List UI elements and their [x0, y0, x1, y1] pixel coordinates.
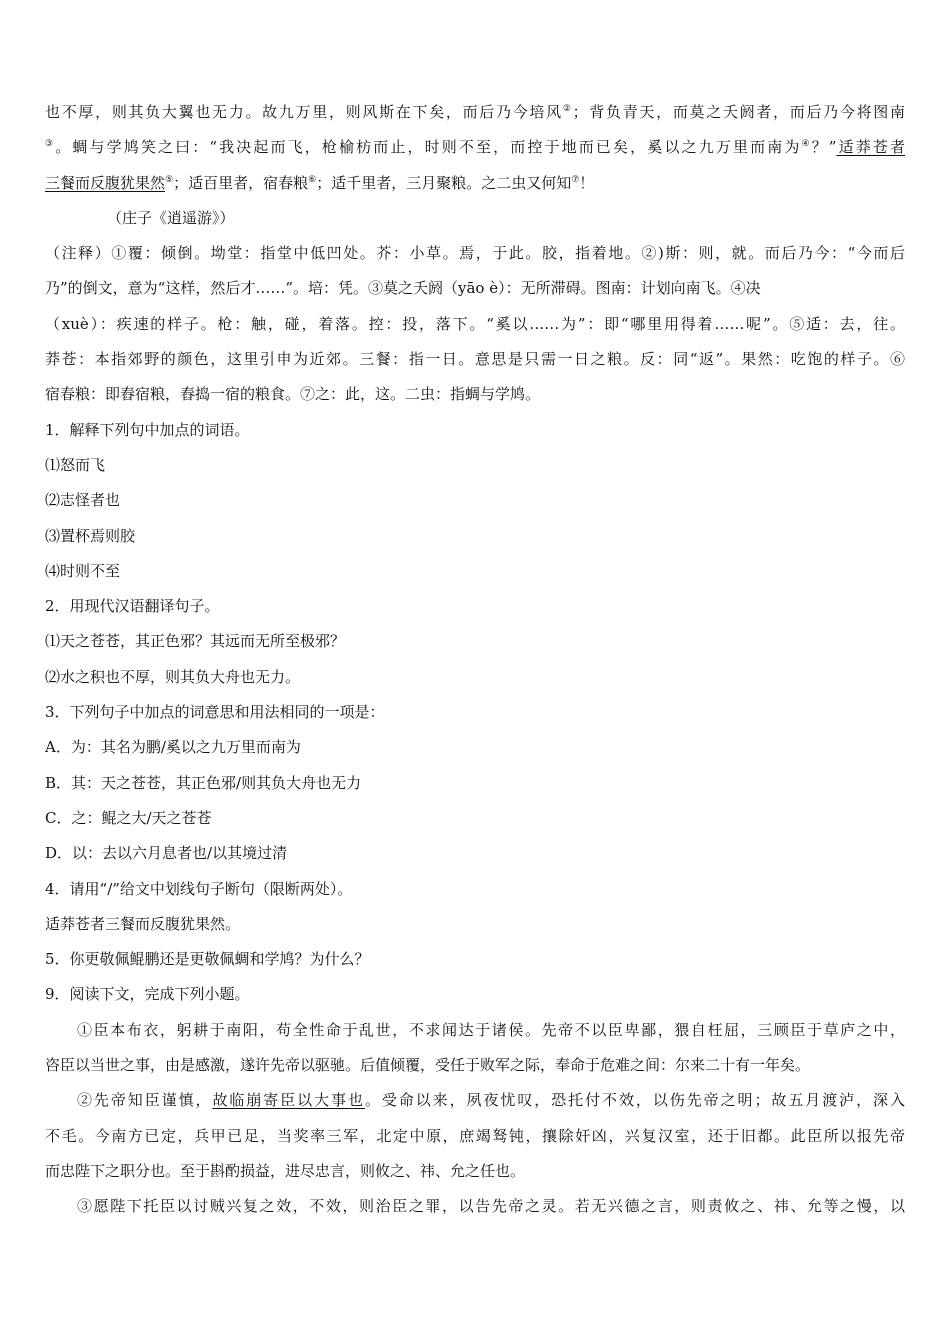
text-segment: ⑶置杯焉则胶 [45, 526, 136, 545]
text-line [45, 342, 905, 377]
text-segment: C．之：鲲之大/天之苍苍 [45, 808, 212, 827]
text-segment: 而忠陛下之职分也。至于斟酌损益，进尽忠言，则攸之、祎、允之任也。 [45, 1161, 526, 1180]
text-segment: ②先帝知臣谨慎， [77, 1091, 213, 1110]
text-segment: 适莽苍者三餐而反腹犹果然。 [45, 914, 241, 933]
text-segment: ⑷时则不至 [45, 561, 121, 580]
text-segment: ；适千里者，三月聚粮。之二虫又何知 [316, 173, 572, 192]
text-segment: 宿春粮：即舂宿粮，舂捣一宿的粮食。⑦之：此，这。二虫：指蜩与学鸠。 [45, 385, 541, 404]
text-line [45, 695, 905, 730]
footnote-marker: ④ [801, 139, 812, 150]
text-line [45, 730, 905, 765]
text-line [45, 942, 905, 977]
text-segment: ？” [811, 138, 837, 157]
text-segment: ⑵志怪者也 [45, 491, 121, 510]
text-segment: 乃”的倒文，意为“这样，然后才……”。培：凭。③莫之夭阏（yāo è）：无所滞碍。图南：计划向南飞。④决 [45, 279, 761, 298]
footnote-marker: ⑤ [165, 174, 174, 185]
text-segment: （注释）①覆：倾倒。坳堂：指堂中低凹处。芥：小草。焉，于此。胶，指着地。②)斯：则，就。而后乃今：“今而后 [45, 244, 905, 263]
text-segment: ①臣本布衣，躬耕于南阳，苟全性命于乱世，不求闻达于诸侯。先帝不以臣卑鄙，猥自枉屈，三顾臣于草庐之中， [77, 1020, 905, 1039]
text-segment: 1．解释下列句中加点的词语。 [45, 420, 250, 439]
text-segment: A．为：其名为鹏/奚以之九万里而南为 [45, 738, 301, 757]
text-line [45, 624, 905, 659]
text-line [45, 483, 905, 518]
text-segment: 。受命以来，夙夜忧叹，恐托付不效，以伤先帝之明；故五月渡泸，深入 [364, 1091, 905, 1110]
text-line [45, 836, 905, 871]
text-line [45, 977, 905, 1012]
text-line [45, 660, 905, 695]
text-line [45, 271, 905, 306]
text-segment: ⑴怒而飞 [45, 455, 106, 474]
text-line [45, 1048, 905, 1083]
text-segment: 2．用现代汉语翻译句子。 [45, 597, 220, 616]
text-line [45, 130, 905, 165]
text-segment: 3．下列句子中加点的词意思和用法相同的一项是： [45, 703, 385, 722]
document-page [45, 95, 905, 1225]
text-segment: ⑴天之苍苍，其正色邪？其远而无所至极邪？ [45, 632, 346, 651]
underlined-text: 适莽苍者 [836, 138, 905, 157]
text-line [45, 95, 905, 130]
text-line [45, 1083, 905, 1118]
text-line [45, 1013, 905, 1048]
text-segment: （xuè）：疾速的样子。枪：触，碰，着落。控：投，落下。“奚以……为”：即“哪里用得着……呢”。⑤适：去，往。 [45, 314, 905, 333]
text-line [45, 236, 905, 271]
text-segment: 。蜩与学鸠笑之曰：“我决起而飞，枪榆枋而止，时则不至，而控于地而已矣，奚以之九万里而南为 [55, 138, 802, 157]
text-line [45, 377, 905, 412]
text-segment: 9．阅读下文，完成下列小题。 [45, 985, 250, 1004]
text-line [45, 1189, 905, 1224]
text-line [45, 413, 905, 448]
text-segment: 不毛。今南方已定，兵甲已足，当奖率三军，北定中原，庶竭驽钝，攘除奸凶，兴复汉室，还于旧都。此臣所以报先帝 [45, 1126, 905, 1145]
text-segment: ；适百里者，宿春粮 [173, 173, 309, 192]
text-line [45, 766, 905, 801]
text-line [45, 448, 905, 483]
footnote-marker: ③ [45, 139, 56, 150]
text-segment: 4．请用“/”给文中划线句子断句（限断两处）。 [45, 879, 353, 898]
text-line [45, 519, 905, 554]
text-line [45, 801, 905, 836]
text-segment: B．其：天之苍苍，其正色邪/则其负大舟也无力 [45, 773, 362, 792]
underlined-text: 故临崩寄臣以大事也 [212, 1091, 365, 1110]
text-line [45, 872, 905, 907]
underlined-text: 三餐而反腹犹果然 [45, 173, 166, 192]
footnote-marker: ② [562, 104, 573, 114]
text-line [45, 907, 905, 942]
text-segment: ⑵水之积也不厚，则其负大舟也无力。 [45, 667, 301, 686]
text-line [45, 1119, 905, 1154]
text-line [45, 307, 905, 342]
text-segment: 莽苍：本指郊野的颜色，这里引申为近郊。三餐：指一日。意思是只需一日之粮。反：同“返”。果然：吃饱的样子。⑥ [45, 350, 905, 369]
text-segment: ！ [579, 173, 595, 192]
text-segment: ；背负青天，而莫之夭阏者，而后乃今将图南 [572, 103, 905, 121]
text-segment: 咨臣以当世之事，由是感激，遂许先帝以驱驰。后值倾覆，受任于败军之际，奉命于危难之间：尔来二十有一年矣。 [45, 1056, 811, 1075]
text-line [45, 1154, 905, 1189]
text-line [45, 201, 905, 236]
text-segment: 也不厚，则其负大翼也无力。故九万里，则风斯在下矣，而后乃今培风 [45, 103, 563, 121]
text-segment: D．以：去以六月息者也/以其境过清 [45, 844, 288, 863]
text-line [45, 166, 905, 201]
footnote-marker: ⑥ [308, 174, 317, 185]
footnote-marker: ⑦ [571, 174, 580, 185]
text-segment: 5．你更敬佩鲲鹏还是更敬佩蜩和学鸠？为什么？ [45, 950, 370, 969]
text-segment: （庄子《逍遥游》） [107, 208, 235, 227]
text-line [45, 589, 905, 624]
text-line [45, 554, 905, 589]
text-segment: ③愿陛下托臣以讨贼兴复之效，不效，则治臣之罪，以告先帝之灵。若无兴德之言，则责攸之、祎、允等之慢，以 [77, 1197, 905, 1216]
